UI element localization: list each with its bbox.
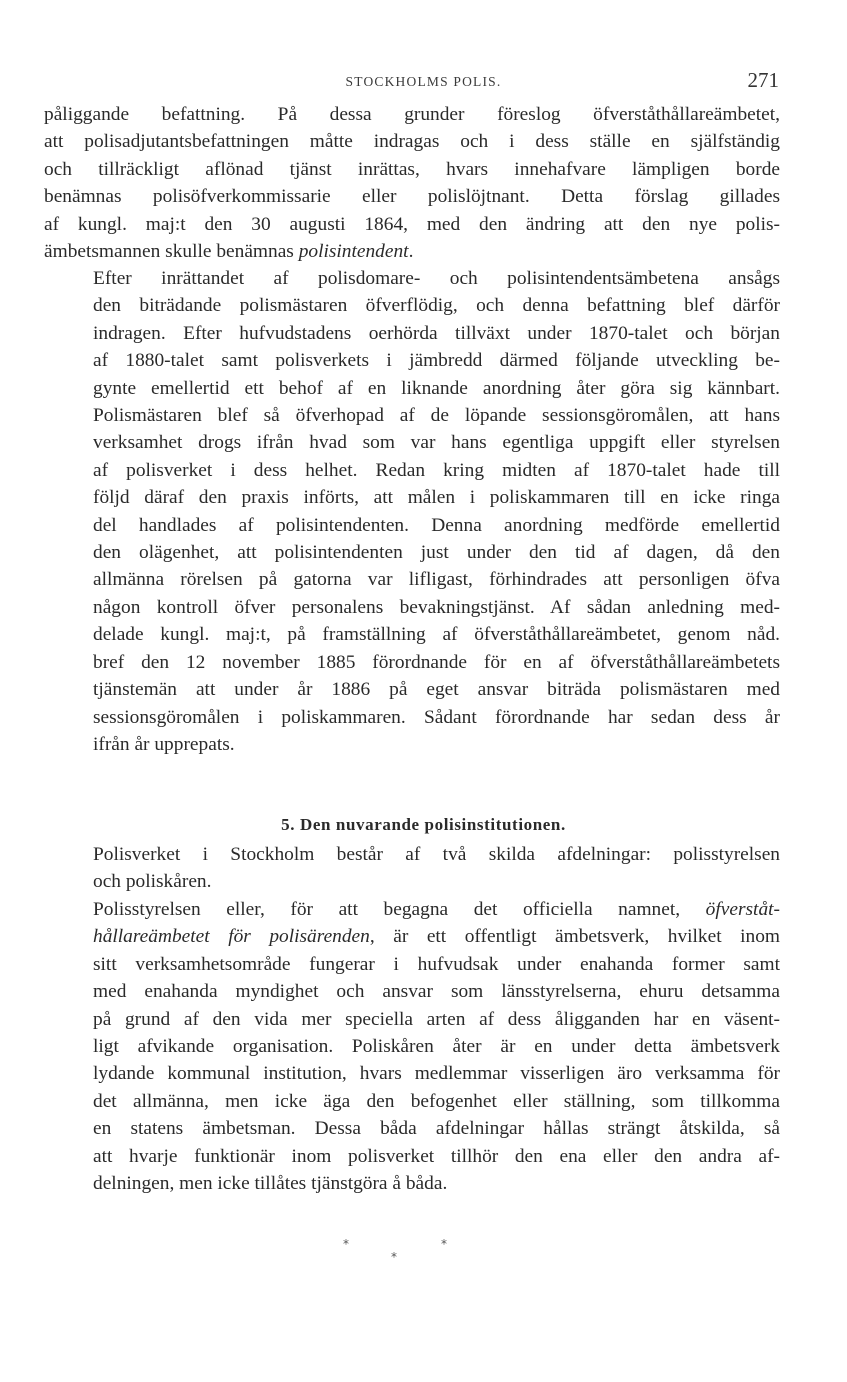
text-line: att polisadjutantsbefattningen måtte indragas och i dess ställe en själfständig [44,131,780,153]
text-line: Polisverket i Stockholm består af två skilda afdelningar: polisstyrelsen [93,844,780,865]
text-line: tjänstemän att under år 1886 på eget ansvar biträda polismästaren med [93,679,780,701]
text-segment: Polisstyrelsen eller, för att begagna det officiella namnet, [93,899,706,920]
text-segment: , är ett offentligt ämbetsverk, hvilket inom [369,926,780,948]
text-line: benämnas polisöfverkommissarie eller polislöjtnant. Detta förslag gillades [44,186,780,208]
text-line: ifrån år upprepats. [93,733,235,755]
paragraph-3 [44,841,780,896]
italic-term: öfverståt- [705,899,780,920]
paragraph-1 [44,101,780,265]
text-line: verksamhet drogs ifrån hvad som var hans egentliga uppgift eller styrelsen [93,432,780,454]
text-line: allmänna rörelsen på gatorna var lifligast, förhindrades att personligen öfva [93,569,780,591]
text-line: Efter inrättandet af polisdomare- och polisintendentsämbetena ansågs [93,268,780,289]
text-line: lydande kommunal institution, hvars medlemmar visserligen äro verksamma för [93,1063,780,1085]
text-line: sessionsgöromålen i poliskammaren. Sådant förordnande har sedan dess år [93,706,780,728]
text-line: del handlades af polisintendenten. Denna anordning medförde emellertid [93,514,780,536]
text-line: Polismästaren blef så öfverhopad af de löpande sessionsgöromålen, att hans [93,405,780,427]
text-line: på grund af den vida mer speciella arten af dess åligganden har en väsent- [93,1008,780,1030]
text-line: den olägenhet, att polisintendenten just under den tid af dagen, då den [93,542,780,564]
italic-term: polisintendent [298,241,409,263]
text-segment: . [408,241,414,263]
text-line: att hvarje funktionär inom polisverket tillhör den ena eller den andra af- [93,1145,780,1167]
asterisk-separator: * [391,1250,397,1264]
running-title: STOCKHOLMS POLIS. [345,74,502,89]
text-line: påliggande befattning. På dessa grunder föreslog öfverståthållareämbetet, [44,104,780,125]
italic-term: hållareämbetet för polisärenden [93,926,370,948]
text-line [44,923,780,950]
text-line: af 1880-talet samt polisverkets i jämbredd därmed följande utveckling be- [93,350,780,372]
text-line: en statens ämbetsman. Dessa båda afdelningar hållas strängt åtskilda, så [93,1118,780,1140]
text-line [44,238,780,265]
text-line: delningen, men icke tillåtes tjänstgöra å båda. [93,1173,448,1195]
page-number: 271 [747,68,779,92]
asterisk-separator: * [441,1237,447,1251]
text-line: af polisverket i dess helhet. Redan kring midten af 1870-talet hade till [93,459,780,481]
text-line: af kungl. maj:t den 30 augusti 1864, med den ändring att den nye polis- [44,213,780,235]
text-line: gynte emellertid ett behof af en liknande anordning åter göra sig kännbart. [93,377,780,399]
section-separator [0,1237,847,1267]
text-line: ligt afvikande organisation. Poliskåren åter är en under detta ämbetsverk [93,1036,780,1058]
paragraph-2 [44,265,780,758]
text-line: sitt verksamhetsområde fungerar i hufvudsak under enahanda former samt [93,953,780,975]
text-line: det allmänna, men icke äga den befogenhet eller ställning, som tillkomma [93,1090,780,1112]
text-line: den biträdande polismästaren öfverflödig, och denna befattning blef därför [93,295,780,317]
text-line: någon kontroll öfver personalens bevakningstjänst. Af sådan anledning med- [93,596,780,618]
text-line: med enahanda myndighet och ansvar som länsstyrelserna, ehuru detsamma [93,981,780,1003]
text-line: delade kungl. maj:t, på framställning af öfverståthållareämbetet, genom nåd. [93,624,780,646]
asterisk-separator: * [343,1237,349,1251]
text-line: och tillräckligt aflönad tjänst inrättas, hvars innehafvare lämpligen borde [44,158,780,180]
text-line: följd däraf den praxis införts, att målen i poliskammaren till en icke ringa [93,487,780,509]
text-segment: ämbetsmannen skulle benämnas [44,241,299,263]
text-line: bref den 12 november 1885 förordnande för en af öfverståthållareämbetets [93,651,780,673]
text-line: indragen. Efter hufvudstadens oerhörda tillväxt under 1870-talet och början [93,322,780,344]
text-line [44,896,780,923]
paragraph-4 [44,896,780,1197]
section-heading: 5. Den nuvarande polisinstitutionen. [281,815,566,834]
text-line: och poliskåren. [93,871,212,893]
